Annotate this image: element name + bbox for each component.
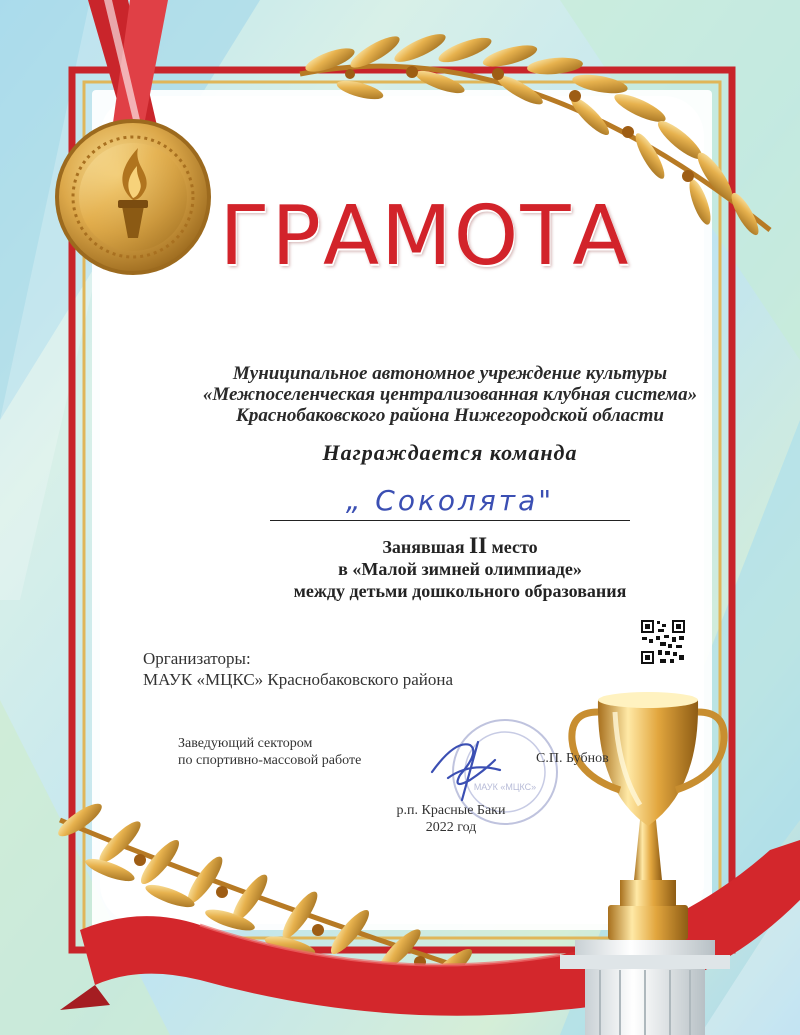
signer-name: С.П. Бубнов xyxy=(536,751,609,766)
place-and-date xyxy=(366,802,536,836)
organizers-label: Организаторы: xyxy=(143,649,251,668)
organization-name xyxy=(160,363,740,426)
place-line-2: в «Малой зимней олимпиаде» xyxy=(338,559,582,579)
city-name: р.п. Красные Баки xyxy=(396,803,506,818)
organizers-value: МАУК «МЦКС» Краснобаковского района xyxy=(143,670,453,689)
organization-line: «Межпоселенческая централизованная клубная система» xyxy=(202,384,698,405)
place-roman-number: II xyxy=(469,533,488,558)
certificate-title: ГРАМОТА xyxy=(219,189,631,284)
place-prefix: Занявшая xyxy=(382,537,465,557)
organization-line: Краснобаковского района Нижегородской области xyxy=(236,405,664,426)
place-suffix: место xyxy=(491,537,538,557)
place-line-3: между детьми дошкольного образования xyxy=(293,581,627,601)
medal-icon xyxy=(55,119,211,275)
awarded-text: Награждается команда xyxy=(322,440,578,465)
place-description xyxy=(190,535,730,602)
position-line: по спортивно-массовой работе xyxy=(178,753,362,768)
year: 2022 год xyxy=(425,820,477,835)
qr-code-icon xyxy=(640,619,686,665)
team-name-underline xyxy=(270,520,630,521)
svg-text:МАУК «МЦКС»: МАУК «МЦКС» xyxy=(473,782,537,792)
organizers-block xyxy=(143,648,523,690)
position-line: Заведующий сектором xyxy=(178,736,313,751)
signer-position xyxy=(178,735,478,769)
place-line-1 xyxy=(190,535,730,558)
organization-line: Муниципальное автономное учреждение культуры xyxy=(232,363,668,384)
team-name: „ Соколята" xyxy=(345,484,555,517)
